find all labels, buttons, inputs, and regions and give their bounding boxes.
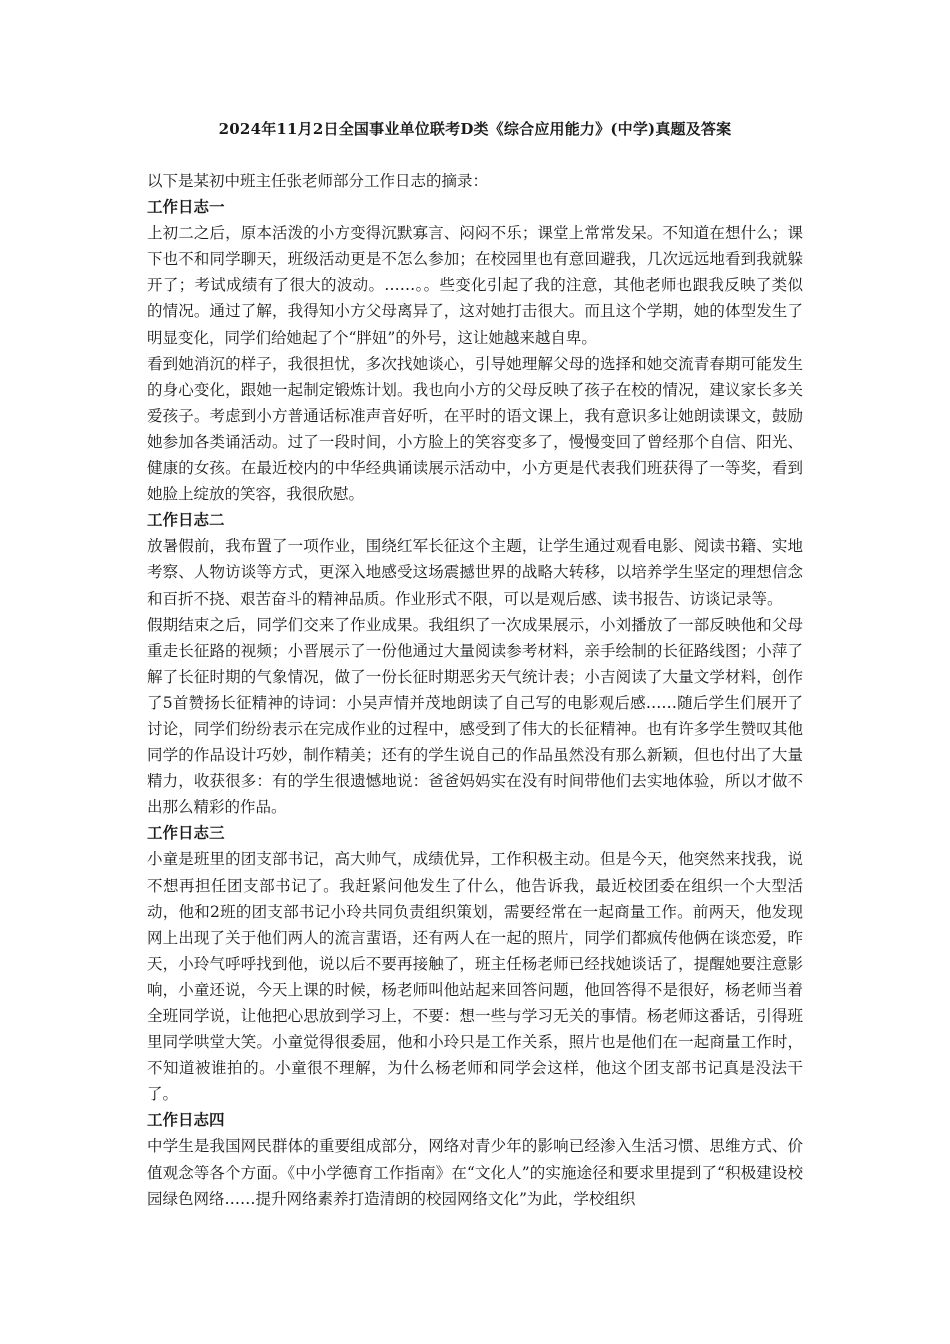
intro-paragraph: 以下是某初中班主任张老师部分工作日志的摘录： (147, 172, 489, 190)
section-heading-1: 工作日志一 (147, 197, 225, 217)
section-3-paragraph-1: 小童是班里的团支部书记，高大帅气，成绩优异，工作积极主动。但是今天，他突然来找我，说不想再担任团支部书记了。我赶紧问他发生了什么，他告诉我，最近校团委在组织一个大型活动，他和2班的团支部书记小玲共同负责组织策划，需要经常在一起商量工作。前两天，他发现网上出现了关于他们两人的流言蜚语，还有两人在一起的照片，同学们都疯传他俩在谈恋爱，昨天，小玲气呼呼找到他，说以后不要再接触了，班主任杨老师已经找她谈话了，提醒她要注意影响，小童还说，今天上课的时候，杨老师叫他站起来回答问题，他回答得不是很好，杨老师当着全班同学说，让他把心思放到学习上，不要：想一些与学习无关的事情。杨老师这番话，引得班里同学哄堂大笑。小童觉得很委屈，他和小玲只是工作关系，照片也是他们在一起商量工作时，不知道被谁拍的。小童很不理解，为什么杨老师和同学会这样，他这个团支部书记真是没法干了。 (147, 850, 803, 1104)
section-2-paragraph-2: 假期结束之后，同学们交来了作业成果。我组织了一次成果展示，小刘播放了一部反映他和父母重走长征路的视频；小晋展示了一份他通过大量阅读参考材料，亲手绘制的长征路线图；小萍了解了长征时期的气象情况，做了一份长征时期恶劣天气统计表；小吉阅读了大量文学材料，创作了5首赞扬长征精神的诗词：小吴声情并茂地朗读了自己写的电影观后感……随后学生们展开了讨论，同学们纷纷表示在完成作业的过程中，感受到了伟大的长征精神。也有许多学生赞叹其他同学的作品设计巧妙，制作精美；还有的学生说自己的作品虽然没有那么新颖，但也付出了大量精力，收获很多：有的学生很遗憾地说：爸爸妈妈实在没有时间带他们去实地体验，所以才做不出那么精彩的作品。 (147, 615, 803, 817)
section-1-paragraph-1: 上初二之后，原本活泼的小方变得沉默寡言、闷闷不乐；课堂上常常发呆。不知道在想什么；课下也不和同学聊天，班级活动更是不怎么参加；在校园里也有意回避我，几次远远地看到我就躲开了；考试成绩有了很大的波动。……。。些变化引起了我的注意，其他老师也跟我反映了类似的情况。通过了解，我得知小方父母离异了，这对她打击很大。而且这个学期，她的体型发生了明显变化，同学们给她起了个“胖妞”的外号，这让她越来越自卑。 (147, 224, 803, 347)
section-heading-3: 工作日志三 (147, 823, 225, 843)
section-1-paragraph-2: 看到她消沉的样子，我很担忧，多次找她谈心，引导她理解父母的选择和她交流青春期可能发生的身心变化，跟她一起制定锻炼计划。我也向小方的父母反映了孩子在校的情况，建议家长多关爱孩子。考虑到小方普通话标准声音好听，在平时的语文课上，我有意识多让她朗读课文，鼓励她参加各类诵活动。过了一段时间，小方脸上的笑容变多了，慢慢变回了曾经那个自信、阳光、健康的女孩。在最近校内的中华经典诵读展示活动中，小方更是代表我们班获得了一等奖，看到她脸上绽放的笑容，我很欣慰。 (147, 354, 803, 504)
section-2-paragraph-1: 放暑假前，我布置了一项作业，围绕红军长征这个主题，让学生通过观看电影、阅读书籍、实地考察、人物访谈等方式，更深入地感受这场震撼世界的战略大转移，以培养学生坚定的理想信念和百折不挠、艰苦奋斗的精神品质。作业形式不限，可以是观后感、读书报告、访谈记录等。 (147, 537, 803, 608)
section-4-paragraph-1: 中学生是我国网民群体的重要组成部分，网络对青少年的影响已经渗入生活习惯、思维方式、价值观念等各个方面。《中小学德育工作指南》在“文化人”的实施途径和要求里提到了“积极建设校园绿色网络……提升网络素养打造清朗的校园网络文化”为此，学校组织 (147, 1137, 803, 1208)
section-heading-2: 工作日志二 (147, 510, 225, 530)
document-title: 2024年11月2日全国事业单位联考D类《综合应用能力》(中学)真题及答案 (218, 120, 732, 138)
section-heading-4: 工作日志四 (147, 1110, 225, 1130)
document-body (147, 168, 803, 1212)
